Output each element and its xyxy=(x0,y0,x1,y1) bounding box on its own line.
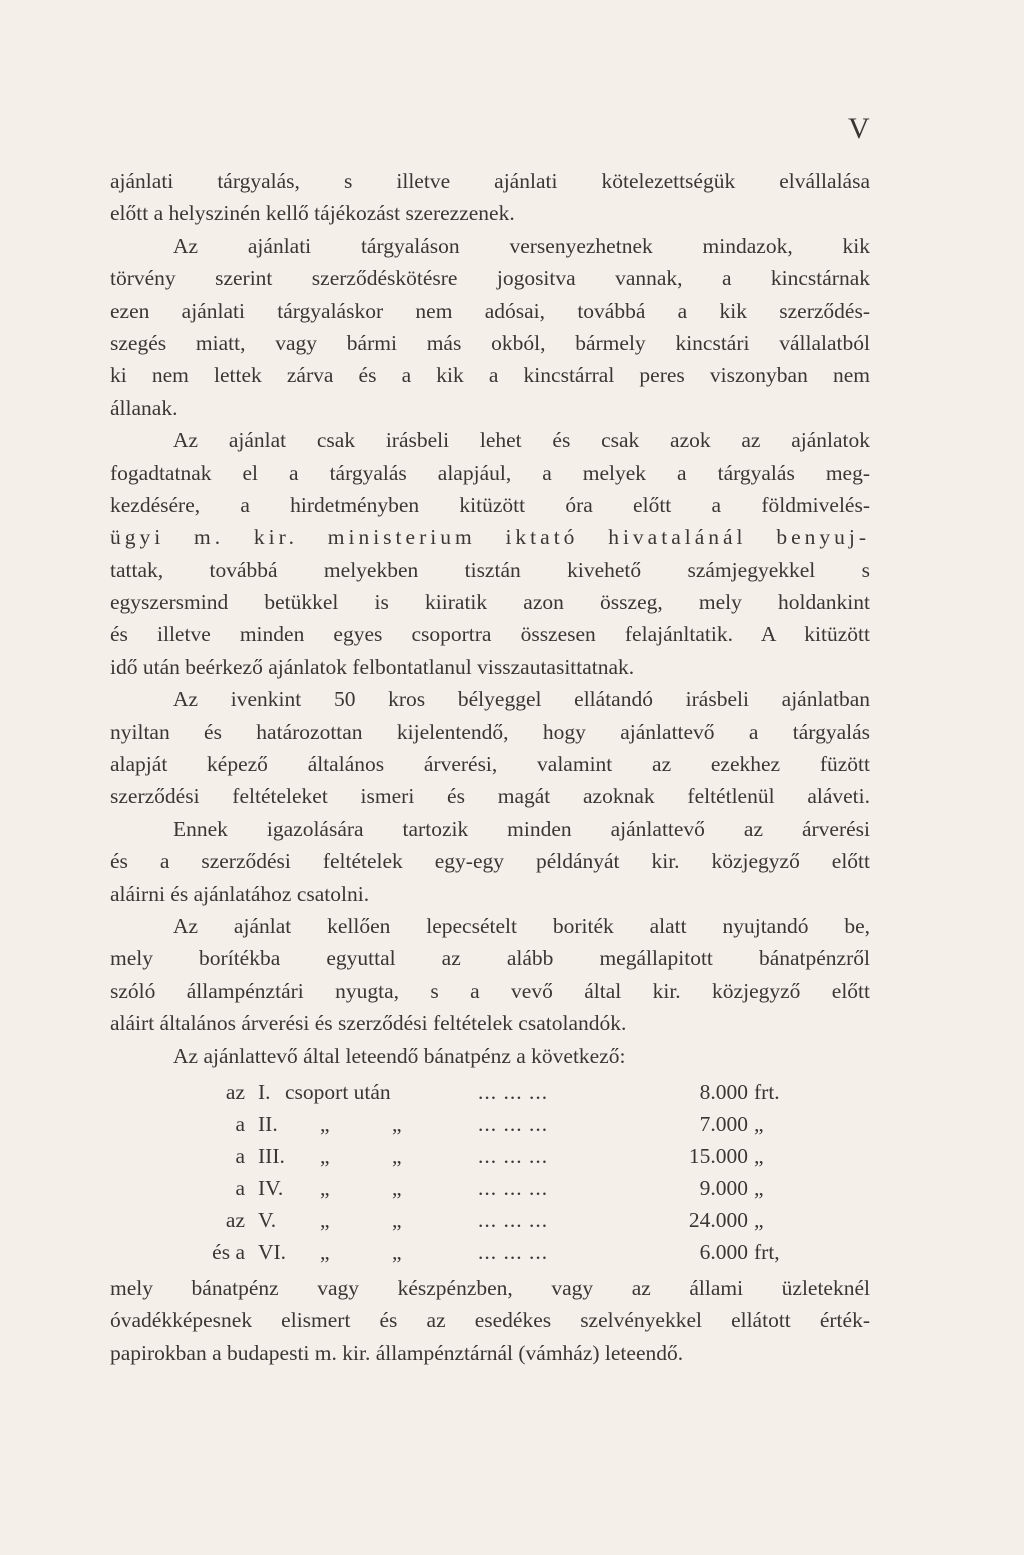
row-prefix: a xyxy=(235,1176,245,1200)
row-group: II. xyxy=(258,1112,278,1136)
text-line: Ennek igazolására tartozik minden ajánlattevő az árverési xyxy=(173,816,870,841)
text-line: mely borítékba egyuttal az alább megállapitott bánatpénzről xyxy=(110,946,870,971)
text-line: előtt a helyszinén kellő tájékozást szerezzenek. xyxy=(110,201,515,226)
text-line: Az ajánlat kellően lepecsételt boriték alatt nyujtandó be, xyxy=(173,913,870,938)
text-line: nyiltan és határozottan kijelentendő, hogy ajánlattevő a tárgyalás xyxy=(110,719,870,744)
row-ditto: „ xyxy=(392,1176,402,1200)
text-line: mely bánatpénz vagy készpénzben, vagy az állami üzleteknél xyxy=(110,1276,870,1300)
text-line: egyszersmind betükkel is kiiratik azon összeg, mely holdankint xyxy=(110,590,870,615)
page-number: V xyxy=(848,112,871,145)
text-line: aláirt általános árverési és szerződési feltételek csatolandók. xyxy=(110,1011,627,1036)
text-line: kezdésére, a hirdetményben kitüzött óra előtt a földmivelés- xyxy=(110,492,870,517)
row-dots: ... ... ... xyxy=(478,1112,549,1136)
row-ditto: „ xyxy=(392,1112,402,1136)
row-dots: ... ... ... xyxy=(478,1144,549,1168)
text-line: Az ajánlati tárgyaláson versenyezhetnek mindazok, kik xyxy=(173,233,870,258)
body-text xyxy=(110,165,870,1072)
row-ditto: „ xyxy=(392,1240,402,1264)
row-dots: ... ... ... xyxy=(478,1080,549,1104)
row-group: IV. xyxy=(258,1176,284,1200)
row-dots: ... ... ... xyxy=(478,1240,549,1264)
row-ditto: „ xyxy=(320,1208,330,1232)
text-line: ajánlati tárgyalás, s illetve ajánlati kötelezettségük elvállalása xyxy=(110,169,870,193)
row-unit: frt. xyxy=(754,1080,780,1104)
table-row xyxy=(110,1176,870,1208)
closing-text xyxy=(110,1272,870,1369)
row-group: VI. xyxy=(258,1240,287,1264)
text-line: szóló állampénztári nyugta, s a vevő által kir. közjegyző előtt xyxy=(110,978,870,1003)
row-prefix: a xyxy=(235,1112,245,1136)
text-line: tattak, továbbá melyekben tisztán kivehető számjegyekkel s xyxy=(110,557,870,582)
row-ditto: „ xyxy=(320,1176,330,1200)
row-amount: 9.000 xyxy=(699,1176,748,1200)
text-line: állanak. xyxy=(110,395,178,420)
text-line: Az ajánlat csak irásbeli lehet és csak azok az ajánlatok xyxy=(173,428,870,453)
text-line: fogadtatnak el a tárgyalás alapjául, a melyek a tárgyalás meg- xyxy=(110,460,870,485)
text-line: aláirni és ajánlatához csatolni. xyxy=(110,881,370,906)
text-line: ezen ajánlati tárgyaláskor nem adósai, továbbá a kik szerződés- xyxy=(110,298,870,323)
row-ditto: „ xyxy=(320,1240,330,1264)
text-line: törvény szerint szerződéskötésre jogositva vannak, a kincstárnak xyxy=(110,266,870,291)
text-line: Az ajánlattevő által leteendő bánatpénz a következő: xyxy=(173,1043,626,1068)
text-line: és a szerződési feltételek egy-egy példányát kir. közjegyző előtt xyxy=(110,849,870,874)
text-line: idő után beérkező ajánlatok felbontatlanul visszautasittatnak. xyxy=(110,654,635,679)
row-prefix: és a xyxy=(212,1240,245,1264)
row-unit: „ xyxy=(754,1176,764,1200)
row-unit: „ xyxy=(754,1112,764,1136)
text-line: szegés miatt, vagy bármi más okból, bármely kincstári vállalatból xyxy=(110,330,870,355)
text-line: alapját képező általános árverési, valamint az ezekhez füzött xyxy=(110,752,870,777)
text-line: óvadékképesnek elismert és az esedékes szelvényekkel ellátott érték- xyxy=(110,1308,870,1333)
row-desc: csoport után xyxy=(285,1080,391,1104)
text-line: ki nem lettek zárva és a kik a kincstárral peres viszonyban nem xyxy=(110,363,870,388)
row-ditto: „ xyxy=(320,1112,330,1136)
table-row xyxy=(110,1144,870,1176)
row-unit: frt, xyxy=(754,1240,780,1264)
row-amount: 6.000 xyxy=(699,1240,748,1264)
row-ditto: „ xyxy=(392,1208,402,1232)
row-amount: 8.000 xyxy=(699,1080,748,1104)
table-row xyxy=(110,1112,870,1144)
row-dots: ... ... ... xyxy=(478,1208,549,1232)
row-group: V. xyxy=(258,1208,277,1232)
text-line: Az ivenkint 50 kros bélyeggel ellátandó irásbeli ajánlatban xyxy=(173,687,870,712)
row-ditto: „ xyxy=(320,1144,330,1168)
row-unit: „ xyxy=(754,1144,764,1168)
row-prefix: a xyxy=(235,1144,245,1168)
row-amount: 7.000 xyxy=(699,1112,748,1136)
row-unit: „ xyxy=(754,1208,764,1232)
text-line: és illetve minden egyes csoportra összesen felajánltatik. A kitüzött xyxy=(110,622,870,647)
row-dots: ... ... ... xyxy=(478,1176,549,1200)
row-amount: 24.000 xyxy=(688,1208,748,1232)
row-group: III. xyxy=(258,1144,285,1168)
table-row xyxy=(110,1240,870,1272)
row-amount: 15.000 xyxy=(688,1144,748,1168)
table-row xyxy=(110,1208,870,1240)
row-prefix: az xyxy=(225,1208,245,1232)
text-line: ügyi m. kir. ministerium iktató hivatalánál benyuj- xyxy=(110,525,870,550)
table-row xyxy=(110,1080,870,1112)
text-line: papirokban a budapesti m. kir. állampénztárnál (vámház) leteendő. xyxy=(110,1340,684,1365)
row-group: I. xyxy=(258,1080,271,1104)
row-ditto: „ xyxy=(392,1144,402,1168)
row-prefix: az xyxy=(225,1080,245,1104)
text-line: szerződési feltételeket ismeri és magát azoknak feltétlenül aláveti. xyxy=(110,784,870,809)
